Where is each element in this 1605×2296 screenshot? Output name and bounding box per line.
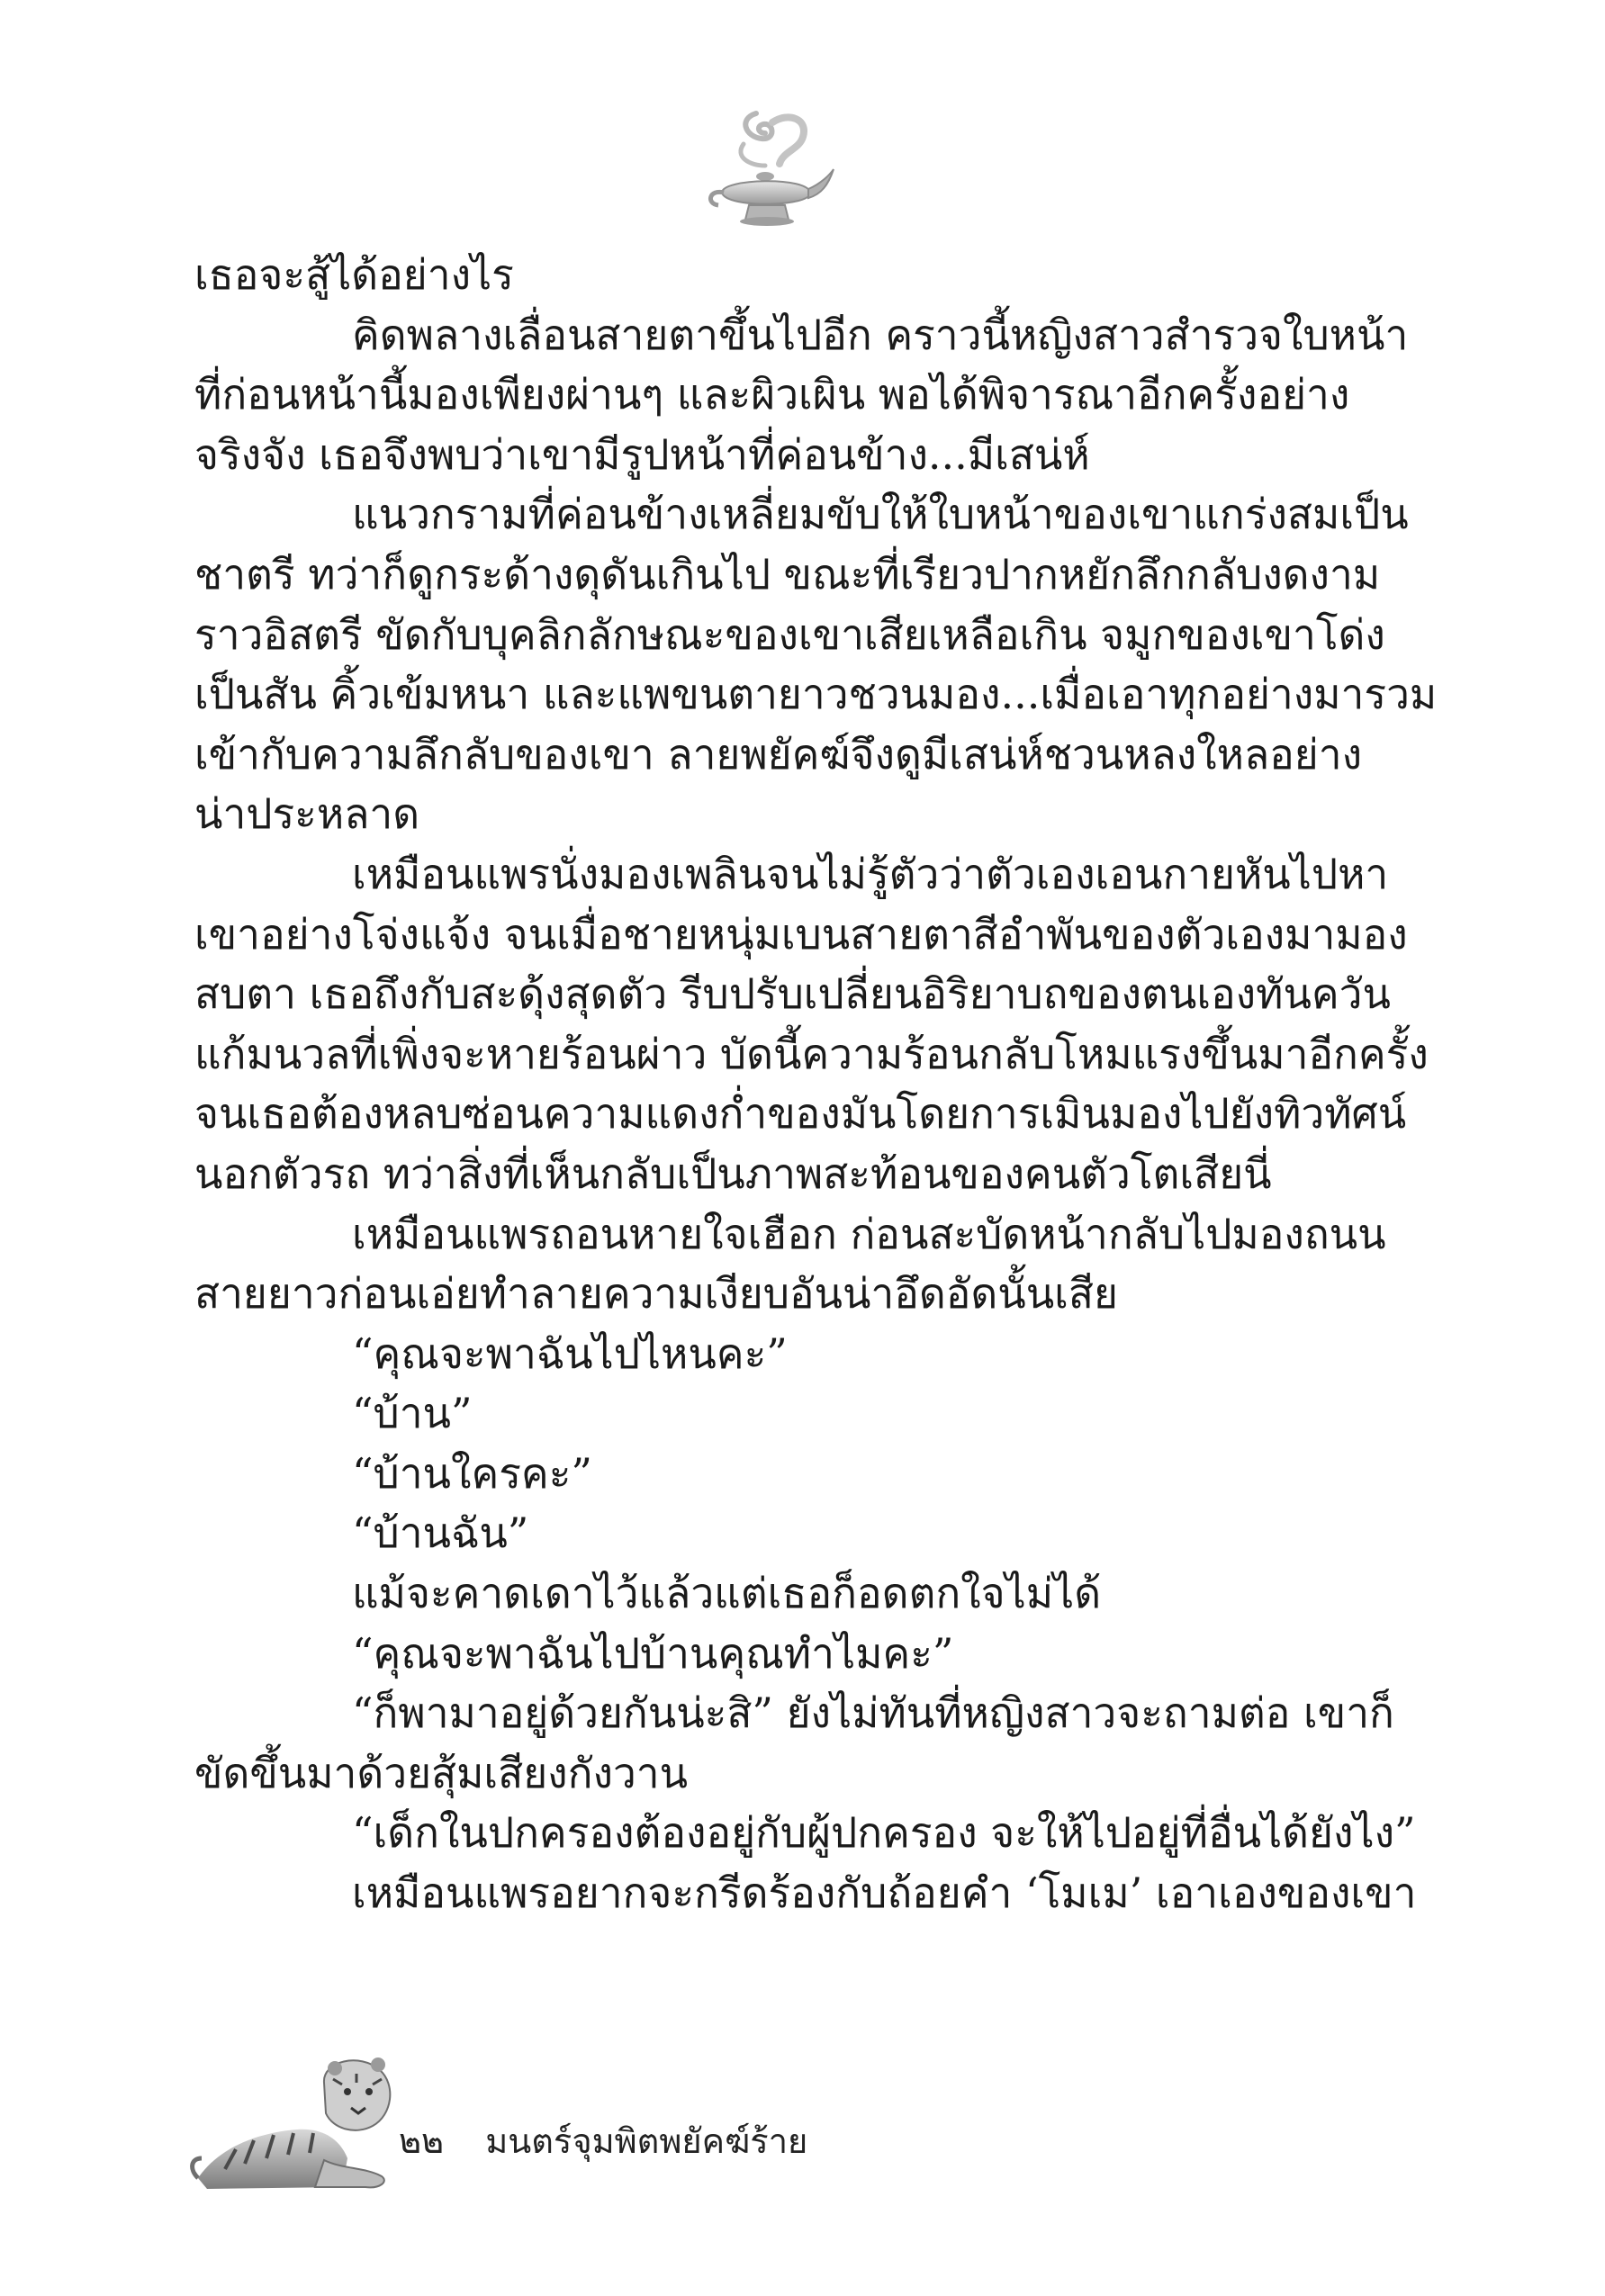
footer-text — [399, 2113, 807, 2168]
book-title: มนตร์จุมพิตพยัคฆ์ร้าย — [485, 2121, 808, 2161]
text-line: สายยาวก่อนเอ่ยทำลายความเงียบอันน่าอึดอัดนั้นเสีย — [194, 1269, 1118, 1319]
page-footer — [189, 2043, 999, 2196]
text-line: คิดพลางเลื่อนสายตาขึ้นไปอีก คราวนี้หญิงสาวสำรวจใบหน้า — [352, 310, 1409, 359]
text-line: เขาอย่างโจ่งแจ้ง จนเมื่อชายหนุ่มเบนสายตาสีอำพันของตัวเองมามอง — [194, 909, 1408, 959]
text-line: นอกตัวรถ ทว่าสิ่งที่เห็นกลับเป็นภาพสะท้อนของคนตัวโตเสียนี่ — [194, 1148, 1272, 1198]
text-line: แม้จะคาดเดาไว้แล้วแต่เธอก็อดตกใจไม่ได้ — [352, 1569, 1102, 1618]
text-line: แก้มนวลที่เพิ่งจะหายร้อนผ่าว บัดนี้ความร้อนกลับโหมแรงขึ้นมาอีกครั้ง — [194, 1029, 1429, 1078]
text-line: จริงจัง เธอจึงพบว่าเขามีรูปหน้าที่ค่อนข้าง...มีเสน่ห์ — [194, 429, 1090, 479]
text-line: ชาตรี ทว่าก็ดูกระด้างดุดันเกินไป ขณะที่เรียวปากหยักลึกกลับงดงาม — [194, 549, 1381, 599]
text-line: ขัดขึ้นมาด้วยสุ้มเสียงกังวาน — [194, 1748, 689, 1797]
text-line: “คุณจะพาฉันไปไหนคะ” — [352, 1328, 788, 1378]
text-line: “บ้านใครคะ” — [352, 1448, 592, 1498]
tiger-icon — [189, 2043, 405, 2192]
genie-lamp-icon — [702, 106, 837, 232]
text-line: ที่ก่อนหน้านี้มองเพียงผ่านๆ และผิวเผิน พอได้พิจารณาอีกครั้งอย่าง — [194, 370, 1350, 419]
text-line: เหมือนแพรนั่งมองเพลินจนไม่รู้ตัวว่าตัวเองเอนกายหันไปหา — [352, 849, 1389, 898]
text-line: “เด็กในปกครองต้องอยู่กับผู้ปกครอง จะให้ไปอยู่ที่อื่นได้ยังไง” — [352, 1808, 1416, 1858]
text-line: เป็นสัน คิ้วเข้มหนา และแพขนตายาวชวนมอง...เมื่อเอาทุกอย่างมารวม — [194, 670, 1438, 719]
text-line: “บ้าน” — [352, 1389, 473, 1438]
body-text — [194, 245, 1438, 1923]
text-line: ราวอิสตรี ขัดกับบุคลิกลักษณะของเขาเสียเหลือเกิน จมูกของเขาโด่ง — [194, 609, 1385, 659]
text-line: จนเธอต้องหลบซ่อนความแดงก่ำของมันโดยการเมินมองไปยังทิวทัศน์ — [194, 1089, 1407, 1139]
page-number: ๒๒ — [399, 2121, 445, 2161]
text-line: “ก็พามาอยู่ด้วยกันน่ะสิ” ยังไม่ทันที่หญิงสาวจะถามต่อ เขาก็ — [352, 1688, 1394, 1738]
text-line: สบตา เธอถึงกับสะดุ้งสุดตัว รีบปรับเปลี่ยนอิริยาบถของตนเองทันควัน — [194, 969, 1391, 1019]
text-line: เหมือนแพรถอนหายใจเฮือก ก่อนสะบัดหน้ากลับไปมองถนน — [352, 1209, 1386, 1258]
text-line: “บ้านฉัน” — [352, 1508, 529, 1558]
text-line: เธอจะสู้ได้อย่างไร — [194, 250, 514, 299]
text-line: น่าประหลาด — [194, 789, 420, 839]
text-line: “คุณจะพาฉันไปบ้านคุณทำไมคะ” — [352, 1628, 954, 1678]
text-line: เหมือนแพรอยากจะกรีดร้องกับถ้อยคำ ‘โมเม’ เอาเองของเขา — [352, 1868, 1417, 1918]
text-line: แนวกรามที่ค่อนข้างเหลี่ยมขับให้ใบหน้าของเขาแกร่งสมเป็น — [352, 490, 1409, 539]
text-line: เข้ากับความลึกลับของเขา ลายพยัคฆ์จึงดูมีเสน่ห์ชวนหลงใหลอย่าง — [194, 729, 1363, 779]
